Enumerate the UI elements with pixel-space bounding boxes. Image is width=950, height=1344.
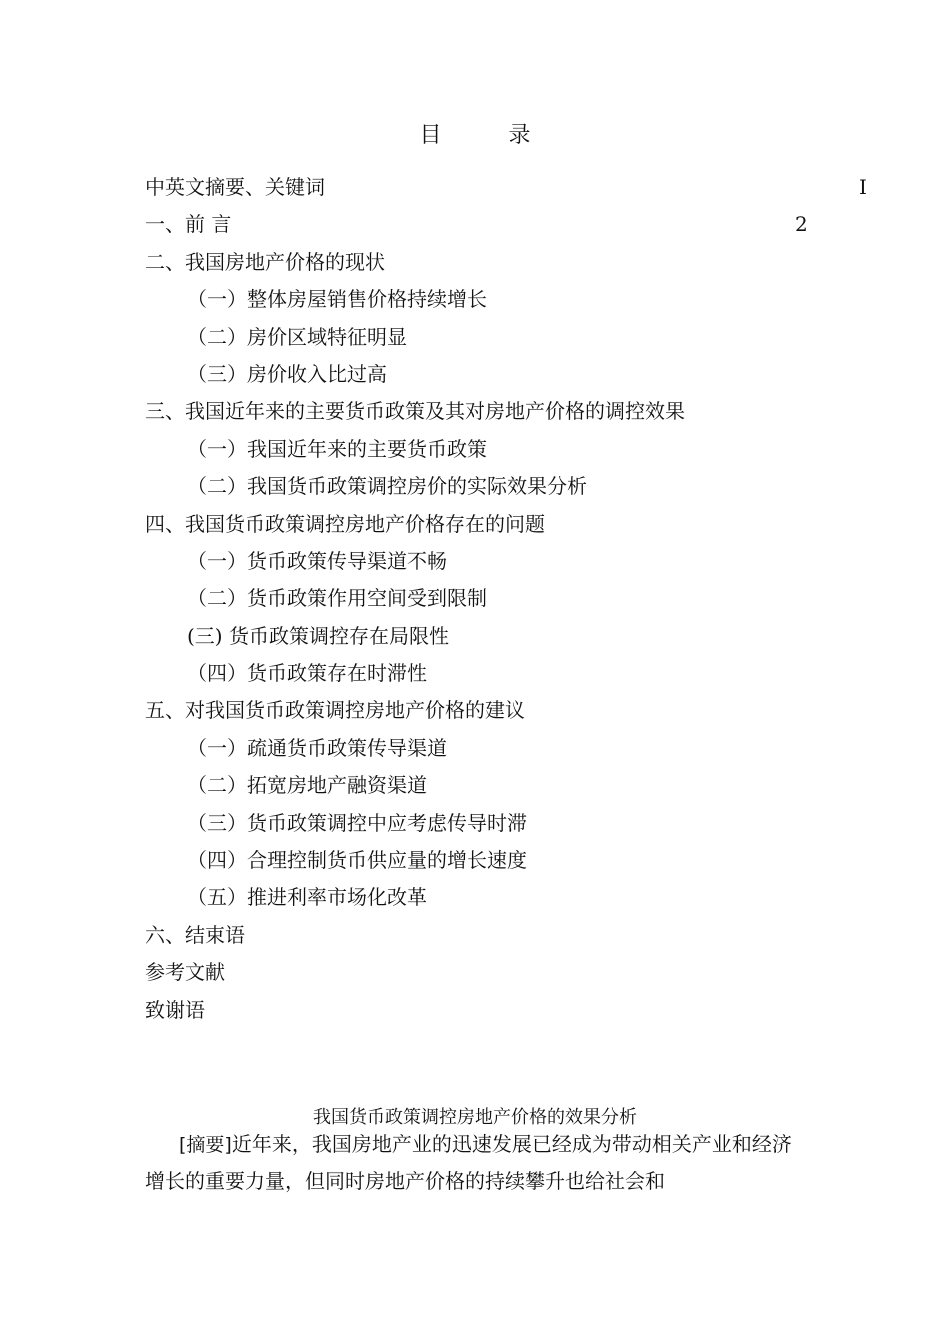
toc-entry-label: 三、我国近年来的主要货币政策及其对房地产价格的调控效果 [145,399,685,424]
toc-entry-label: （四）货币政策存在时滞性 [187,661,427,686]
toc-entry-label: 六、结束语 [145,922,245,947]
toc-subentry [145,581,875,618]
toc-subentry [145,469,875,506]
toc-entry-label: （五）推进利率市场化改革 [187,885,427,910]
toc-entry [145,394,875,431]
toc-entry-label: （三）货币政策调控中应考虑传导时滞 [187,810,527,835]
toc-entry-label: （二）货币政策作用空间受到限制 [187,586,487,611]
toc-entry [145,693,875,730]
toc-entry-label: 四、我国货币政策调控房地产价格存在的问题 [145,511,545,536]
toc-subentry [145,432,875,469]
toc-entry-label: 致谢语 [145,997,205,1022]
toc-subentry [145,282,875,319]
abstract-paragraph [145,1126,807,1199]
toc-subentry [145,768,875,805]
toc-entry [145,507,875,544]
toc-entry-label: （四）合理控制货币供应量的增长速度 [187,848,527,873]
toc-subentry [145,544,875,581]
toc-entry-label: 一、前 言 [145,212,232,237]
toc-subentry [145,843,875,880]
toc-entry-label: 五、对我国货币政策调控房地产价格的建议 [145,698,525,723]
toc-subentry [145,619,875,656]
toc-page-number: 2 [795,212,808,237]
toc-entry [145,245,875,282]
toc-entry-label: （一）货币政策传导渠道不畅 [187,548,447,573]
toc-entry-label: （二）拓宽房地产融资渠道 [187,773,427,798]
toc-entry-label: （一）疏通货币政策传导渠道 [187,735,447,760]
abstract-label: [摘要] [179,1134,232,1156]
toc-entry-label: 中英文摘要、关键词 [145,175,325,199]
toc-entry-label: （一）整体房屋销售价格持续增长 [187,287,487,312]
toc-entry-label: （一）我国近年来的主要货币政策 [187,436,487,461]
toc-entry [145,993,875,1030]
toc-title: 目 录 [419,123,561,148]
toc-entry-label: （二）房价区域特征明显 [187,324,407,349]
toc-entry [145,955,875,992]
toc-subentry [145,731,875,768]
toc-entry [145,918,875,955]
toc-entry-label: （三）房价收入比过高 [187,361,387,386]
toc-page-number: I [859,175,867,199]
toc-subentry [145,806,875,843]
abstract-text: 近年来，我国房地产业的迅速发展已经成为带动相关产业和经济增长的重要力量，但同时房地产价格的持续攀升也给社会和 [145,1132,792,1193]
essay-title: 我国货币政策调控房地产价格的效果分析 [313,1107,637,1128]
table-of-contents [145,170,875,1030]
toc-subentry [145,880,875,917]
toc-subentry [145,357,875,394]
toc-entry-label: 二、我国房地产价格的现状 [145,249,385,274]
toc-entry [145,207,875,244]
toc-entry-label: (三) 货币政策调控存在局限性 [187,623,449,648]
toc-subentry [145,656,875,693]
toc-entry-label: 参考文献 [145,960,225,985]
toc-subentry [145,320,875,357]
toc-entry [145,170,875,207]
toc-entry-label: （二）我国货币政策调控房价的实际效果分析 [187,474,587,499]
